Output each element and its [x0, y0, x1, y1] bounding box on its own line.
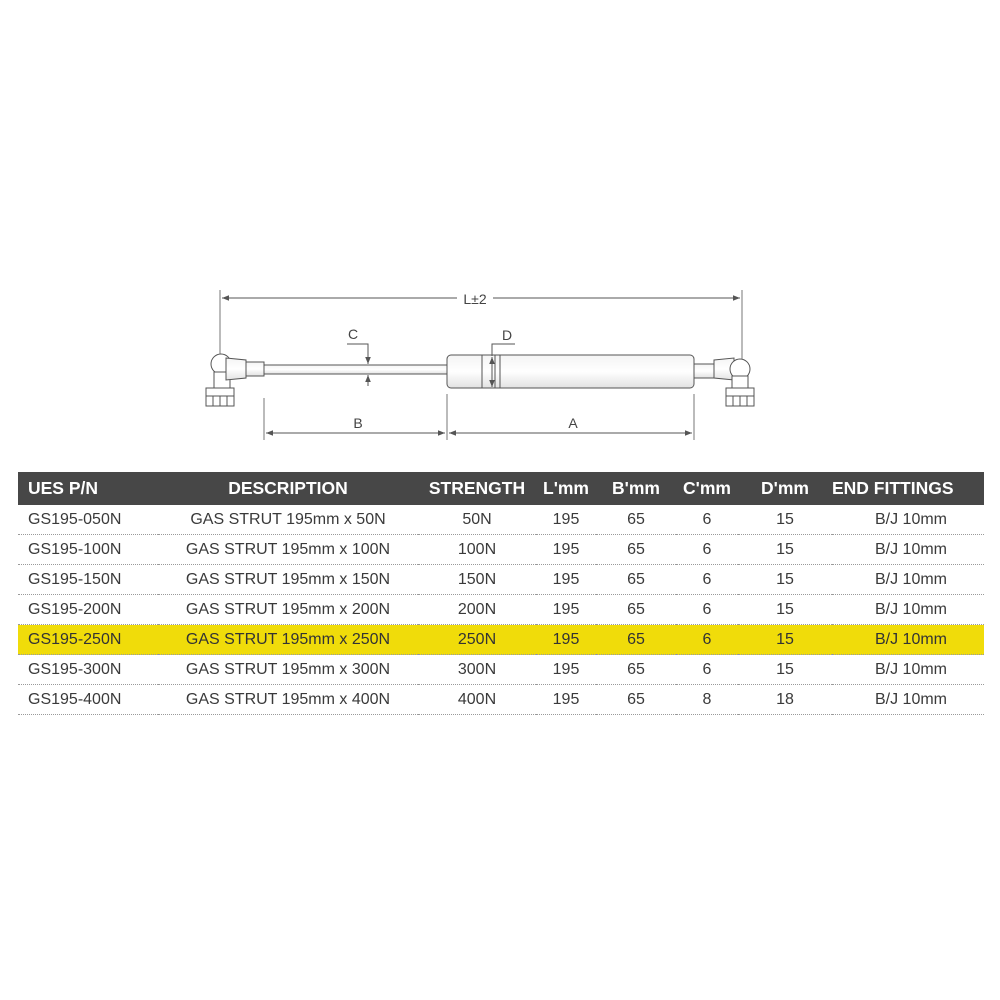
header-c-mm: C'mm — [683, 478, 731, 498]
cell-l-mm: 195 — [536, 685, 596, 715]
spec-table — [18, 472, 984, 715]
cell-part-number: GS195-150N — [18, 565, 158, 595]
cell-l-mm: 195 — [536, 505, 596, 535]
cell-part-number: GS195-100N — [18, 535, 158, 565]
table-row — [18, 625, 984, 655]
cell-l-mm: 195 — [536, 595, 596, 625]
cell-strength: 150N — [418, 565, 536, 595]
cell-part-number: GS195-200N — [18, 595, 158, 625]
cell-l-mm: 195 — [536, 655, 596, 685]
left-end-fitting — [206, 354, 264, 406]
cell-b-mm: 65 — [596, 625, 676, 655]
table-row — [18, 595, 984, 625]
cell-description: GAS STRUT 195mm x 150N — [158, 565, 418, 595]
label-d: D — [501, 327, 513, 343]
cell-c-mm: 6 — [676, 565, 738, 595]
header-b-mm: B'mm — [612, 478, 660, 498]
cell-strength: 250N — [418, 625, 536, 655]
cell-d-mm: 15 — [738, 535, 832, 565]
cell-d-mm: 15 — [738, 505, 832, 535]
cell-end-fittings: B/J 10mm — [832, 505, 984, 535]
cell-l-mm: 195 — [536, 565, 596, 595]
cell-d-mm: 15 — [738, 655, 832, 685]
cell-d-mm: 18 — [738, 685, 832, 715]
cell-c-mm: 6 — [676, 535, 738, 565]
cell-d-mm: 15 — [738, 565, 832, 595]
cell-strength: 100N — [418, 535, 536, 565]
gas-strut-drawing — [0, 0, 1000, 460]
cell-c-mm: 6 — [676, 655, 738, 685]
cell-d-mm: 15 — [738, 625, 832, 655]
cell-strength: 400N — [418, 685, 536, 715]
cell-c-mm: 6 — [676, 595, 738, 625]
right-end-fitting — [694, 358, 754, 406]
label-l: L±2 — [463, 291, 487, 307]
cell-part-number: GS195-250N — [18, 625, 158, 655]
table-row — [18, 685, 984, 715]
table-row — [18, 535, 984, 565]
cell-l-mm: 195 — [536, 535, 596, 565]
cell-end-fittings: B/J 10mm — [832, 565, 984, 595]
cell-part-number: GS195-400N — [18, 685, 158, 715]
header-l-mm: L'mm — [543, 478, 589, 498]
cylinder-body — [447, 355, 694, 388]
cell-part-number: GS195-300N — [18, 655, 158, 685]
cell-description: GAS STRUT 195mm x 200N — [158, 595, 418, 625]
cell-description: GAS STRUT 195mm x 50N — [158, 505, 418, 535]
label-c: C — [347, 326, 359, 342]
cell-end-fittings: B/J 10mm — [832, 535, 984, 565]
header-part-number: UES P/N — [28, 478, 99, 498]
cell-description: GAS STRUT 195mm x 250N — [158, 625, 418, 655]
cell-d-mm: 15 — [738, 595, 832, 625]
label-b: B — [353, 415, 363, 431]
cell-b-mm: 65 — [596, 505, 676, 535]
table-row — [18, 565, 984, 595]
cell-strength: 200N — [418, 595, 536, 625]
cell-l-mm: 195 — [536, 625, 596, 655]
table-row — [18, 655, 984, 685]
header-d-mm: D'mm — [761, 478, 809, 498]
cell-b-mm: 65 — [596, 535, 676, 565]
piston-rod — [264, 365, 447, 374]
cell-end-fittings: B/J 10mm — [832, 625, 984, 655]
header-strength: STRENGTH — [428, 478, 526, 498]
header-description: DESCRIPTION — [228, 478, 348, 498]
cell-b-mm: 65 — [596, 685, 676, 715]
header-end-fittings: END FITTINGS — [832, 478, 954, 498]
table-row — [18, 505, 984, 535]
dimension-b-a — [264, 394, 694, 440]
cell-strength: 50N — [418, 505, 536, 535]
label-a: A — [568, 415, 578, 431]
cell-end-fittings: B/J 10mm — [832, 685, 984, 715]
cell-end-fittings: B/J 10mm — [832, 595, 984, 625]
cell-b-mm: 65 — [596, 655, 676, 685]
cell-b-mm: 65 — [596, 595, 676, 625]
table-header-row — [18, 472, 984, 505]
cell-c-mm: 8 — [676, 685, 738, 715]
cell-description: GAS STRUT 195mm x 300N — [158, 655, 418, 685]
cell-c-mm: 6 — [676, 625, 738, 655]
cell-description: GAS STRUT 195mm x 100N — [158, 535, 418, 565]
cell-c-mm: 6 — [676, 505, 738, 535]
table-body — [18, 505, 984, 715]
cell-part-number: GS195-050N — [18, 505, 158, 535]
cell-description: GAS STRUT 195mm x 400N — [158, 685, 418, 715]
cell-b-mm: 65 — [596, 565, 676, 595]
cell-end-fittings: B/J 10mm — [832, 655, 984, 685]
cell-strength: 300N — [418, 655, 536, 685]
